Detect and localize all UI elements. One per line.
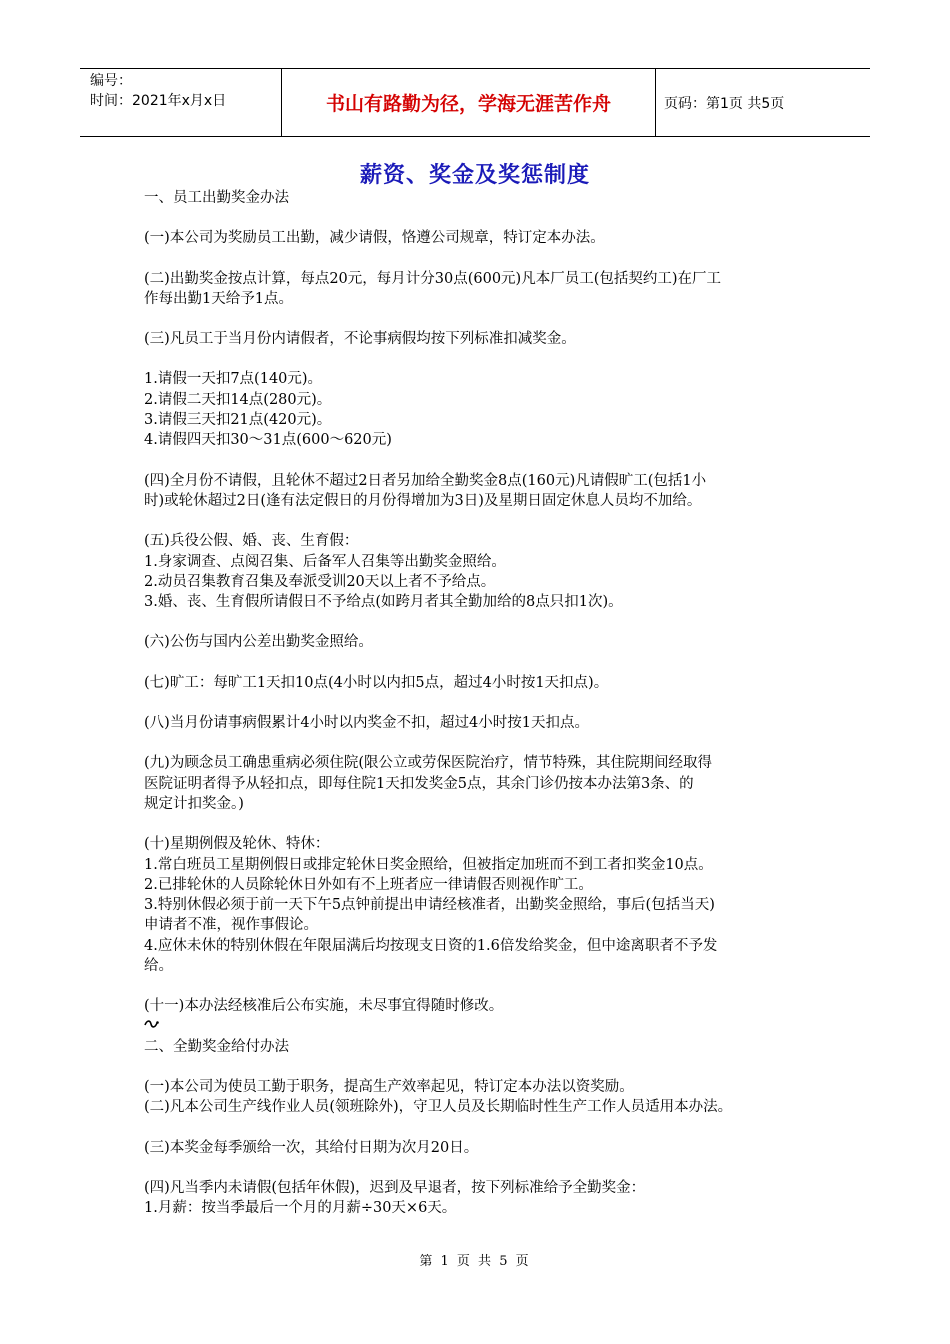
list-item: 2.请假二天扣14点(280元)。 bbox=[144, 391, 332, 408]
paragraph: 医院证明者得予从轻扣点，即每住院1天扣发奖金5点，其余门诊仍按本办法第3条、的 bbox=[144, 775, 694, 792]
document-number-label: 编号： bbox=[90, 73, 132, 89]
header-meta bbox=[80, 69, 282, 136]
paragraph: (三)本奖金每季颁给一次，其给付日期为次月20日。 bbox=[144, 1139, 479, 1156]
list-item: 2.动员召集教育召集及奉派受训20天以上者不予给点。 bbox=[144, 573, 496, 590]
page-header bbox=[80, 68, 870, 137]
paragraph: (五)兵役公假、婚、丧、生育假： bbox=[144, 533, 359, 550]
paragraph: (二)出勤奖金按点计算，每点20元，每月计分30点(600元)凡本厂员工(包括契约工)在厂工 bbox=[144, 270, 722, 287]
list-item: 1.月薪：按当季最后一个月的月薪÷30天×6天。 bbox=[144, 1200, 457, 1217]
paragraph: (九)为顾念员工确患重病必须住院(限公立或劳保医院治疗，情节特殊，其住院期间经取得 bbox=[144, 755, 712, 772]
paragraph: (八)当月份请事病假累计4小时以内奖金不扣，超过4小时按1天扣点。 bbox=[144, 715, 589, 732]
paragraph: (二)凡本公司生产线作业人员(领班除外)，守卫人员及长期临时性生产工作人员适用本办法。 bbox=[144, 1099, 733, 1116]
squiggle-icon bbox=[144, 1018, 160, 1030]
document-title: 薪资、奖金及奖惩制度 bbox=[359, 163, 590, 188]
paragraph: (四)凡当季内未请假(包括年休假)，迟到及早退者，按下列标准给予全勤奖金： bbox=[144, 1179, 646, 1196]
paragraph: (三)凡员工于当月份内请假者，不论事病假均按下列标准扣减奖金。 bbox=[144, 331, 576, 348]
paragraph: 时)或轮休超过2日(逢有法定假日的月份得增加为3日)及星期日固定休息人员均不加给。 bbox=[144, 492, 702, 509]
paragraph: (七)旷工：每旷工1天扣10点(4小时以内扣5点，超过4小时按1天扣点)。 bbox=[144, 674, 609, 691]
decorative-mark-icon bbox=[144, 1017, 824, 1037]
list-item: 申请者不准，视作事假论。 bbox=[144, 917, 318, 934]
paragraph: (十)星期例假及轮休、特休： bbox=[144, 836, 330, 853]
list-item: 给。 bbox=[144, 958, 173, 975]
list-item: 1.常白班员工星期例假日或排定轮休日奖金照给，但被指定加班而不到工者扣奖金10点。 bbox=[144, 856, 713, 873]
paragraph: 规定计扣奖金。) bbox=[144, 795, 244, 812]
header-page-info: 页码：第1页 共5页 bbox=[664, 95, 785, 112]
list-item: 4.应休未休的特别休假在年限届满后均按现支日资的1.6倍发给奖金，但中途离职者不予发 bbox=[144, 937, 718, 954]
paragraph: (十一)本办法经核准后公布实施，未尽事宜得随时修改。 bbox=[144, 998, 504, 1015]
list-item: 3.婚、丧、生育假所请假日不予给点(如跨月者其全勤加给的8点只扣1次)。 bbox=[144, 594, 623, 611]
paragraph: (四)全月份不请假，且轮休不超过2日者另加给全勤奖金8点(160元)凡请假旷工(包括1小 bbox=[144, 472, 707, 489]
section-heading: 二、全勤奖金给付办法 bbox=[144, 1038, 289, 1055]
list-item: 3.请假三天扣21点(420元)。 bbox=[144, 412, 332, 429]
list-item: 2.已排轮休的人员除轮休日外如有不上班者应一律请假否则视作旷工。 bbox=[144, 876, 593, 893]
page-footer: 第 1 页 共 5 页 bbox=[419, 1254, 531, 1269]
paragraph: 作每出勤1天给予1点。 bbox=[144, 290, 293, 307]
list-item: 3.特别休假必须于前一天下午5点钟前提出申请经核准者，出勤奖金照给，事后(包括当天) bbox=[144, 897, 715, 914]
paragraph: (一)本公司为使员工勤于职务，提高生产效率起见，特订定本办法以资奖励。 bbox=[144, 1078, 634, 1095]
list-item: 4.请假四天扣30～31点(600～620元) bbox=[144, 432, 392, 449]
document-date: 时间：2021年x月x日 bbox=[90, 93, 227, 109]
paragraph: (六)公伤与国内公差出勤奖金照给。 bbox=[144, 634, 373, 651]
list-item: 1.身家调查、点阅召集、后备军人召集等出勤奖金照给。 bbox=[144, 553, 506, 570]
header-motto: 书山有路勤为径，学海无涯苦作舟 bbox=[282, 69, 656, 136]
document-body bbox=[144, 188, 824, 1218]
paragraph: (一)本公司为奖励员工出勤，减少请假，恪遵公司规章，特订定本办法。 bbox=[144, 230, 605, 247]
section-heading: 一、员工出勤奖金办法 bbox=[144, 190, 289, 206]
list-item: 1.请假一天扣7点(140元)。 bbox=[144, 371, 323, 388]
